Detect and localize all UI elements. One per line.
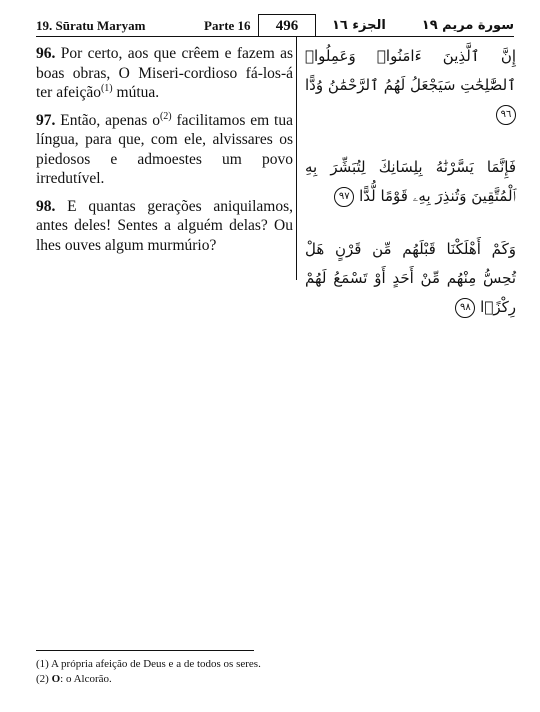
arabic-text: إِنَّ ٱلَّذِينَ ءَامَنُوا۟ وَعَمِلُوا۟ ٱلصَّٰلِحَٰتِ سَيَجْعَلُ لَهُمُ ٱلرَّحْمَٰنُ وُدًّا — [305, 47, 516, 94]
verse-number: 98. — [36, 197, 56, 215]
arabic-verse-96 — [305, 42, 516, 129]
verse-text: Por certo, aos que crêem e fazem as boas obras, O Miseri-cordioso fá-los-á ter afeição — [36, 45, 293, 101]
footnotes — [36, 657, 506, 687]
verse-number: 97. — [36, 111, 56, 129]
footnote-term: O — [48, 673, 61, 685]
page-header — [36, 14, 514, 38]
footnote-marker: (1) — [36, 658, 49, 670]
translation-column — [36, 44, 293, 263]
verse-text: mútua. — [112, 84, 160, 101]
verse-number: 96. — [36, 45, 56, 62]
footnote-text: A própria afeição de Deus e a de todos os seres. — [48, 658, 261, 670]
footnote-ref: (1) — [100, 82, 113, 94]
surah-title-arabic: سورة مريم ١٩ — [421, 18, 514, 33]
column-divider — [296, 37, 297, 280]
part-label: Parte 16 — [204, 18, 251, 33]
arabic-verse-98 — [305, 235, 516, 322]
verse-96 — [36, 44, 293, 103]
verse-98 — [36, 197, 293, 256]
ayah-number-mark: ٩٨ — [455, 298, 475, 318]
page-number: 496 — [258, 14, 316, 37]
arabic-text: فَإِنَّمَا يَسَّرْنَٰهُ بِلِسَانِكَ لِتُبَشِّرَ بِهِ ٱلْمُتَّقِينَ وَتُنذِرَ بِهِۦ قَوْمًا لُّدًّا — [305, 158, 516, 205]
arabic-text: وَكَمْ أَهْلَكْنَا قَبْلَهُم مِّن قَرْنٍ هَلْ تُحِسُّ مِنْهُم مِّنْ أَحَدٍ أَوْ تَسْمَعُ لَهُمْ رِكْزًۢا — [305, 240, 516, 316]
arabic-verse-97 — [305, 153, 516, 211]
header-rule — [36, 36, 514, 37]
verse-text: Então, apenas o — [55, 111, 160, 129]
footnote-1 — [36, 657, 506, 672]
footnote-rule — [36, 650, 254, 651]
arabic-column — [305, 42, 516, 346]
footnote-marker: (2) — [36, 673, 49, 685]
ayah-number-mark: ٩٦ — [496, 105, 516, 125]
ayah-number-mark: ٩٧ — [334, 187, 354, 207]
footnote-ref: (2) — [159, 110, 172, 122]
footnote-text: : o Alcorão. — [60, 673, 112, 685]
verse-text: facilitamos em tua língua, para que, com ele, alvissares os piedosos e admoestes um povo irredutível. — [36, 111, 293, 187]
surah-title: 19. Sūratu Maryam — [36, 18, 146, 33]
juz-arabic: الجزء ١٦ — [332, 18, 386, 33]
footnote-2 — [36, 672, 506, 687]
verse-97 — [36, 111, 293, 189]
verse-text: E quantas gerações aniquilamos, antes deles! Sentes a alguém delas? Ou lhes ouves algum murmúrio? — [36, 197, 293, 254]
